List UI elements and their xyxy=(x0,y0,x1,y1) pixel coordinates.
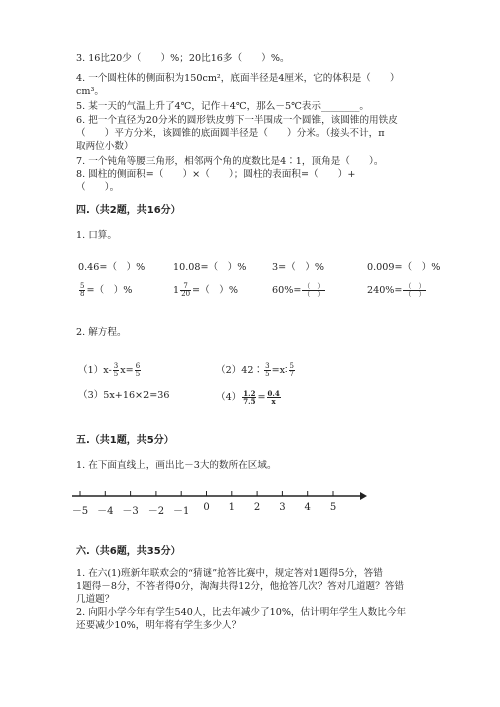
oral-calc-b1-tail: =（ ）% xyxy=(86,285,133,296)
oral-calc-b3 xyxy=(272,283,326,298)
fraction-numerator: 3 xyxy=(265,362,270,370)
fraction-numerator: （ ） xyxy=(404,282,426,290)
question-5: 5. 某一天的气温上升了4℃，记作＋4℃，那么－5℃表示________。 xyxy=(76,101,369,112)
section-5-question-1: 1. 在下面直线上，画出比－3大的数所在区域。 xyxy=(76,460,277,471)
axis-tick-label: －3 xyxy=(122,506,139,517)
section-6-title: 六.（共6题，共35分） xyxy=(76,546,181,557)
question-7: 7. 一个钝角等腰三角形，相邻两个角的度数比是4∶1，顶角是（ ）。 xyxy=(76,156,384,167)
section-4-title: 四.（共2题，共16分） xyxy=(76,205,181,216)
section-5-title: 五.（共1题，共5分） xyxy=(76,435,174,446)
fraction-denominator: 7 xyxy=(289,370,294,378)
fraction-denominator: （ ） xyxy=(404,290,426,298)
oral-calc-b4 xyxy=(367,283,427,298)
axis-tick-label: －1 xyxy=(173,506,190,517)
oral-calc-a4: 0.009=（ ）% xyxy=(367,262,441,273)
fraction-denominator: 8 xyxy=(80,290,85,298)
axis-tick-label: 3 xyxy=(279,502,286,513)
fraction-numerator: 3 xyxy=(113,362,119,370)
question-8-line2: （ ）。 xyxy=(76,182,120,193)
section-4-question-1: 1. 口算。 xyxy=(76,230,117,241)
question-4-line2: cm³。 xyxy=(76,86,104,97)
fraction-numerator: 5 xyxy=(289,362,294,370)
section-6-question-1-line3: 几道题？ xyxy=(76,594,115,605)
section-6-question-2-line2: 还要减少10%，明年将有学生多少人？ xyxy=(76,620,242,631)
section-6-question-2-line1: 2. 向阳小学今年有学生540人，比去年减少了10%，估计明年学生人数比今年 xyxy=(76,607,407,618)
fraction xyxy=(403,283,426,298)
fraction xyxy=(242,390,256,405)
oral-calc-b2-tail: =（ ）% xyxy=(192,285,238,296)
question-3: 3. 16比20少（ ）%；20比16多（ ）%。 xyxy=(76,53,290,64)
fraction xyxy=(267,390,281,405)
fraction-numerator: 1.2 xyxy=(243,389,256,398)
oral-calc-a1: 0.46=（ ）% xyxy=(78,262,146,273)
axis-tick-label: －5 xyxy=(71,506,89,517)
equation-text: （4） xyxy=(216,392,242,403)
fraction-denominator: 5 xyxy=(135,370,141,378)
fraction-numerator: 0.4 xyxy=(267,389,280,398)
fraction xyxy=(264,363,270,378)
oral-calc-a2: 10.08=（ ）% xyxy=(173,262,247,273)
fraction xyxy=(180,283,191,298)
axis-tick-label: 4 xyxy=(304,502,311,513)
fraction-denominator: 5 xyxy=(265,370,270,378)
question-6-line3: 取两位小数） xyxy=(76,141,134,152)
axis-tick-label: 1 xyxy=(228,502,235,513)
fraction-numerator: （ ） xyxy=(303,282,325,290)
equation-4 xyxy=(216,390,282,405)
question-6-line2: （ ）平方分米，该圆锥的底面圆半径是（ ）分米。（接头不计，π xyxy=(76,128,385,139)
fraction xyxy=(302,283,325,298)
axis-ticks xyxy=(80,491,333,496)
axis-tick-label: 2 xyxy=(253,502,261,513)
fraction-numerator: 7 xyxy=(180,283,191,291)
fraction-denominator: （ ） xyxy=(303,290,325,298)
oral-calc-b1 xyxy=(78,283,132,298)
section-6-question-1-line2: 1题得－8分，不答者得0分，淘淘共得12分，他抢答几次？答对几道题？答错 xyxy=(76,581,404,592)
equation-text: （1）x- xyxy=(78,365,112,376)
number-line xyxy=(70,485,370,525)
fraction-denominator: x xyxy=(271,397,276,406)
fraction-denominator: 20 xyxy=(181,290,191,298)
question-4-line1: 4. 一个圆柱体的侧面积为150cm²，底面半径是4厘米，它的体积是（ ） xyxy=(76,73,400,84)
axis-tick-label: 0 xyxy=(203,502,210,513)
fraction xyxy=(135,363,141,378)
equation-2 xyxy=(216,363,296,378)
equation-1 xyxy=(78,363,142,378)
fraction-numerator: 6 xyxy=(135,362,141,370)
fraction-denominator: 7.5 xyxy=(243,397,256,406)
question-6-line1: 6. 把一个直径为20分米的圆形铁皮剪下一半围成一个圆锥，该圆锥的用铁皮 xyxy=(76,115,398,126)
axis-tick-label: 5 xyxy=(329,502,337,513)
mixed-whole: 1 xyxy=(173,285,180,296)
oral-calc-b3-label: 60%= xyxy=(272,285,302,296)
oral-calc-a3: 3=（ ）% xyxy=(272,262,325,273)
question-8-line1: 8. 圆柱的侧面积=（ ）×（ ）；圆柱的表面积=（ ）+ xyxy=(76,169,356,180)
fraction xyxy=(113,363,119,378)
fraction xyxy=(79,283,85,298)
equation-3: （3）5x+16×2=36 xyxy=(78,390,170,401)
axis-tick-label: －4 xyxy=(97,506,114,517)
axis-tick-label: －2 xyxy=(147,506,165,517)
fraction-numerator: 5 xyxy=(80,282,85,290)
section-6-question-1-line1: 1. 在六(1)班新年联欢会的“猜谜”抢答比赛中，规定答对1题得5分，答错 xyxy=(76,568,383,579)
axis-arrow-icon xyxy=(360,492,367,500)
section-4-question-2: 2. 解方程。 xyxy=(76,327,127,338)
equation-text: x= xyxy=(120,365,134,376)
oral-calc-b2 xyxy=(173,283,238,298)
equation-text: =x∶ xyxy=(271,365,288,376)
equation-text: = xyxy=(257,392,266,403)
oral-calc-b4-label: 240%= xyxy=(367,285,403,296)
fraction-denominator: 5 xyxy=(113,370,119,378)
fraction xyxy=(289,363,295,378)
equation-text: （2）42∶ xyxy=(216,365,264,376)
